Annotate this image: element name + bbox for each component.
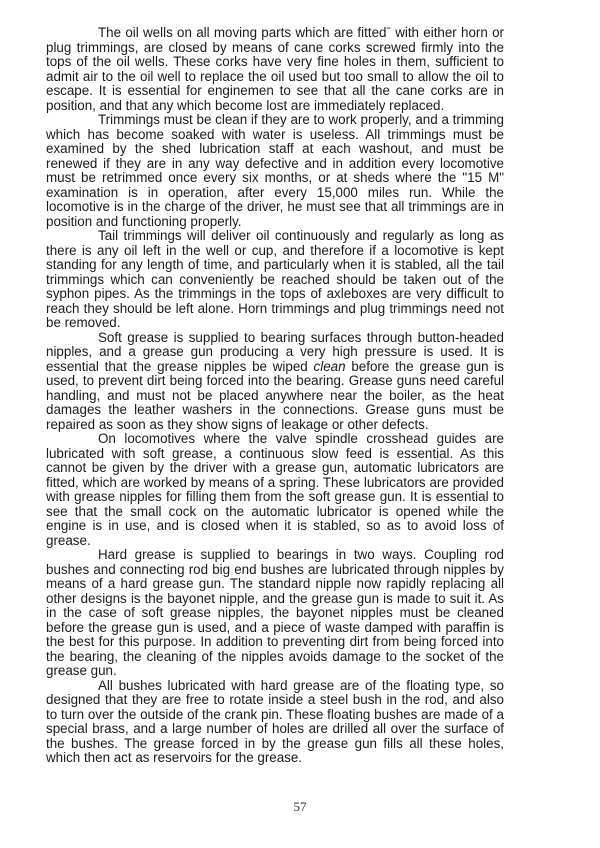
paragraph-automatic-lubricators: On locomotives where the valve spindle crosshead guides are lubricated with soft grease, a continuous slow feed is essential. As this cannot be given by the driver with a grease gun, automatic lubricators are fitted, which are worked by means of a spring. These lubricators are provided with grease nipples for filling them from the soft grease gun. It is essential to see that the small cock on the automatic lubricator is opened while the engine is in use, and is closed when it is stabled, so as to avoid loss of grease. bbox=[46, 431, 504, 548]
paragraph-hard-grease: Hard grease is supplied to bearings in two ways. Coupling rod bushes and connecting rod big end bushes are lubricated through nipples by means of a hard grease gun. The standard nipple now rapidly replacing all other designs is the bayonet nipple, and the grease gun is made to suit it. As in the case of soft grease nipples, the bayonet nipples must be cleaned before the grease gun is used, and a piece of waste damped with paraffin is the best for this purpose. In addition to preventing dirt from being forced into the bearing, the cleaning of the nipples avoids damage to the socket of the grease gun. bbox=[46, 547, 504, 678]
page-number: 57 bbox=[293, 799, 307, 814]
paragraph-oil-wells: The oil wells on all moving parts which are fittedˉ with either horn or plug trimmings, are closed by means of cane corks screwed firmly into the tops of the oil wells. These corks have very fine holes in them, sufficient to admit air to the oil well to replace the oil used but too small to allow the oil to escape. It is essential for enginemen to see that all the cane corks are in position, and that any which become lost are immediately replaced. bbox=[46, 25, 504, 113]
paragraph-trimmings-clean: Trimmings must be clean if they are to work properly, and a trimming which has become soaked with water is useless. All trimmings must be examined by the shed lubrication staff at each washout, and must be renewed if they are in any way defective and in addition every locomotive must be retrimmed once every six months, or at sheds where the "15 M" examination is in operation, after every 15,000 miles run. While the locomotive is in the charge of the driver, he must see that all trimmings are in position and functioning properly. bbox=[46, 112, 504, 229]
page-body-text bbox=[46, 26, 504, 766]
paragraph-soft-grease-text-start: Soft grease is supplied to bearing surfaces through button-headed nipples, and a grease gun producing a very high pressure is used. It is essential that the grease nipples be wiped bbox=[46, 329, 504, 374]
paragraph-soft-grease bbox=[46, 331, 504, 433]
paragraph-floating-bushes: All bushes lubricated with hard grease are of the floating type, so designed that they are free to rotate inside a steel bush in the rod, and also to turn over the outside of the crank pin. These floating bushes are made of a special brass, and a large number of holes are drilled all over the surface of the bushes. The grease forced in by the grease gun fills all these holes, which then act as reservoirs for the grease. bbox=[46, 677, 504, 765]
emphasized-word-clean: clean bbox=[313, 358, 346, 374]
paragraph-tail-trimmings: Tail trimmings will deliver oil continuously and regularly as long as there is any oil left in the well or cup, and therefore if a locomotive is kept standing for any length of time, and particularly when it is stabled, all the tail trimmings which can conveniently be reached should be taken out of the syphon pipes. As the trimmings in the tops of axleboxes are very difficult to reach they should be left alone. Horn trimmings and plug trimmings need not be removed. bbox=[46, 228, 504, 330]
paragraph-soft-grease-text-end: before the grease gun is used, to prevent dirt being forced into the bearing. Grease guns need careful handling, and must not be placed anywhere near the boiler, as the heat damages the leather washers in the connections. Grease guns must be repaired as soon as they show signs of leakage or other defects. bbox=[46, 358, 504, 432]
